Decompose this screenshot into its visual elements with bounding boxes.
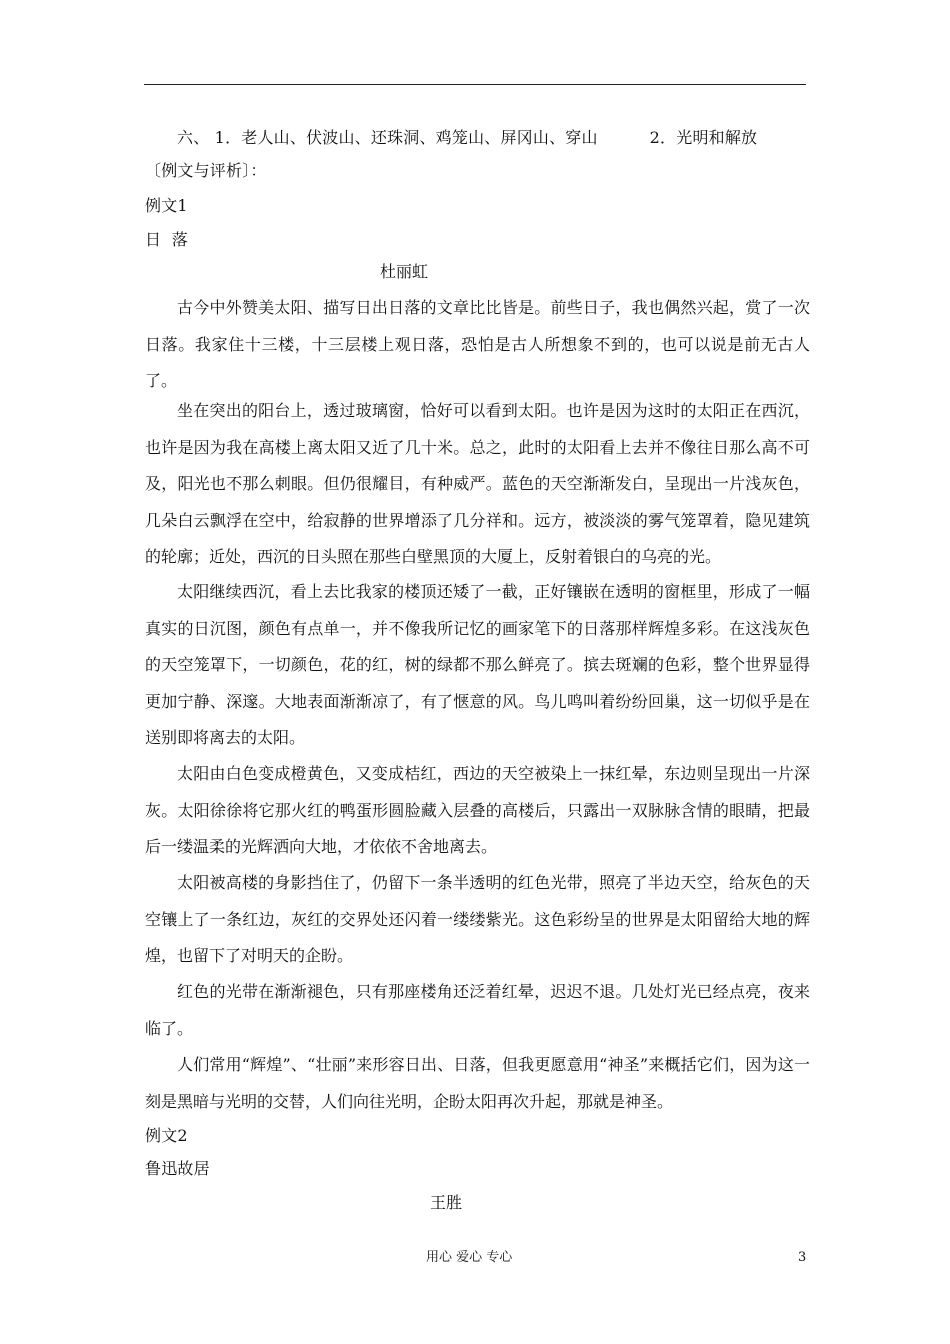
essay1-paragraph: 古今中外赞美太阳、描写日出日落的文章比比皆是。前些日子，我也偶然兴起，赏了一次日落。我家住十三楼，十三层楼上观日落，恐怕是古人所想象不到的，也可以说是前无古人了。 <box>145 298 810 390</box>
page-number: 3 <box>798 1250 807 1265</box>
essay1-paragraph: 人们常用“辉煌”、“壮丽”来形容日出、日落，但我更愿意用“神圣”来概括它们，因为这一刻是黑暗与光明的交替，人们向往光明，企盼太阳再次升起，那就是神圣。 <box>145 1055 810 1111</box>
answer-item-2: 2．光明和解放 <box>649 128 758 147</box>
example2-author: 王胜 <box>430 1193 463 1212</box>
example1-author: 杜丽虹 <box>380 262 429 281</box>
example2-title: 鲁迅故居 <box>145 1159 210 1178</box>
example1-title: 日 落 <box>145 230 188 249</box>
essay1-paragraph: 红色的光带在渐渐褪色，只有那座楼角还泛着红晕，迟迟不退。几处灯光已经点亮，夜来临了。 <box>145 982 810 1038</box>
example2-label: 例文2 <box>145 1126 188 1145</box>
footer-motto: 用心 爱心 专心 <box>426 1250 513 1265</box>
answer-item-1: 六、 1．老人山、伏波山、还珠洞、鸡笼山、屏冈山、穿山 <box>177 128 598 147</box>
section-heading: 〔例文与评析〕： <box>145 161 267 180</box>
essay1-paragraph: 坐在突出的阳台上，透过玻璃窗，恰好可以看到太阳。也许是因为这时的太阳正在西沉，也许是因为我在高楼上离太阳又近了几十米。总之，此时的太阳看上去并不像往日那么高不可及，阳光也不那么刺眼。但仍很耀目，有种威严。蓝色的天空渐渐发白，呈现出一片浅灰色，几朵白云飘浮在空中，给寂静的世界增添了几分祥和。远方，被淡淡的雾气笼罩着，隐见建筑的轮廓；近处，西沉的日头照在那些白壁黑顶的大厦上，反射着银白的乌亮的光。 <box>145 401 810 566</box>
header-rule <box>144 84 806 85</box>
example1-label: 例文1 <box>145 196 188 215</box>
answer-line <box>177 128 757 148</box>
essay1-paragraph: 太阳被高楼的身影挡住了，仍留下一条半透明的红色光带，照亮了半边天空，给灰色的天空镶上了一条红边，灰红的交界处还闪着一缕缕紫光。这色彩纷呈的世界是太阳留给大地的辉煌，也留下了对明天的企盼。 <box>145 873 810 965</box>
essay1-paragraph: 太阳继续西沉，看上去比我家的楼顶还矮了一截，正好镶嵌在透明的窗框里，形成了一幅真实的日沉图，颜色有点单一，并不像我所记忆的画家笔下的日落那样辉煌多彩。在这浅灰色的天空笼罩下，一切颜色，花的红，树的绿都不那么鲜亮了。摈去斑斓的色彩，整个世界显得更加宁静、深邃。大地表面渐渐凉了，有了惬意的风。鸟儿鸣叫着纷纷回巢，这一切似乎是在送别即将离去的太阳。 <box>145 582 810 747</box>
essay1-paragraph: 太阳由白色变成橙黄色，又变成桔红，西边的天空被染上一抹红晕，东边则呈现出一片深灰。太阳徐徐将它那火红的鸭蛋形圆脸藏入层叠的高楼后，只露出一双脉脉含情的眼睛，把最后一缕温柔的光辉洒向大地，才依依不舍地离去。 <box>145 764 810 856</box>
